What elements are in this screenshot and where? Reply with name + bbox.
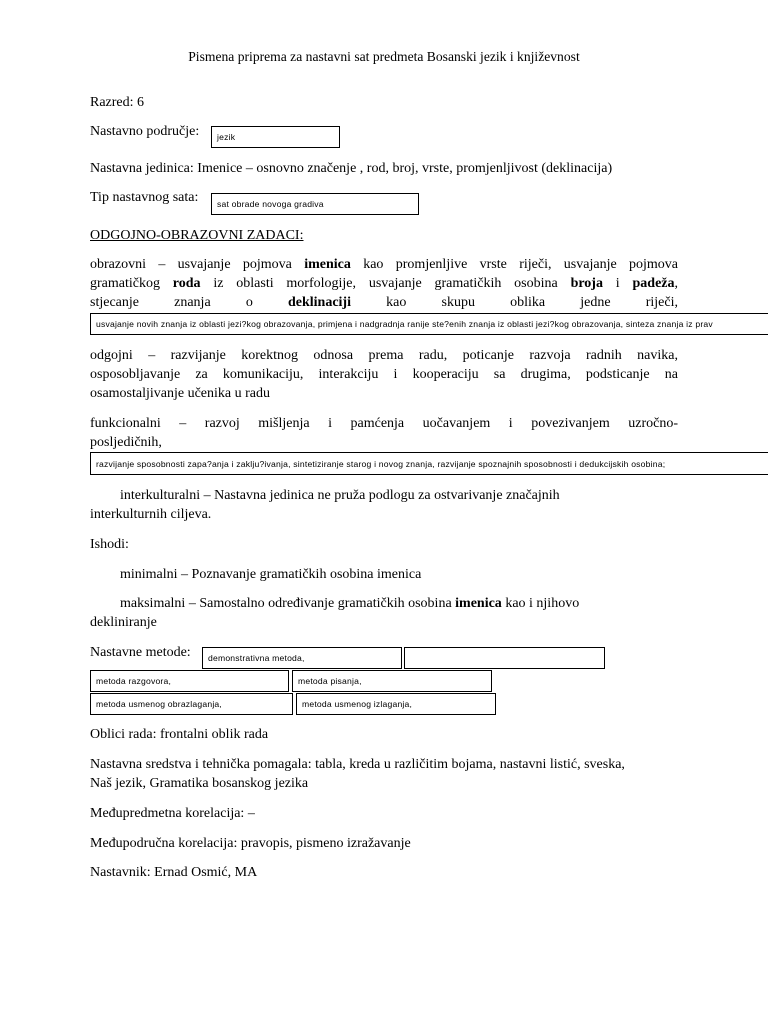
educational-text: kao skupu oblika jedne riječi, <box>350 295 678 310</box>
method-field-5[interactable]: metoda usmenog obrazlaganja, <box>90 693 293 715</box>
maximal-text: kao i njihovo <box>501 596 580 611</box>
method-field-2[interactable] <box>404 647 605 669</box>
term-imenica: imenica <box>455 596 502 611</box>
grade-line: Razred: 6 <box>90 95 145 110</box>
upbringing-line-3: osamostaljivanje učenika u radu <box>90 386 270 401</box>
educational-text: , <box>674 276 678 291</box>
teaching-aids-line-1: Nastavna sredstva i tehnička pomagala: tabla, kreda u različitim bojama, nastavni listić, sveska, <box>90 757 625 772</box>
upbringing-line-2: osposobljavanje za komunikaciju, interakciju i kooperaciju sa drugima, podsticanje na <box>90 367 678 382</box>
term-imenica: imenica <box>304 257 351 272</box>
outcomes-heading: Ishodi: <box>90 537 129 552</box>
maximal-text: maksimalni – Samostalno određivanje gramatičkih osobina <box>120 596 456 611</box>
educational-text: gramatičkog <box>90 276 173 291</box>
educational-text: iz oblasti morfologije, usvajanje gramatičkih osobina <box>200 276 571 291</box>
intercultural-line-2: interkulturnih ciljeva. <box>90 507 212 522</box>
document-title: Pismena priprema za nastavni sat predmeta Bosanski jezik i književnost <box>188 49 580 64</box>
cross-area-correlation: Međupodručna korelacija: pravopis, pismeno izražavanje <box>90 836 411 851</box>
functional-line-1: funkcionalni – razvoj mišljenja i pamćenja uočavanjem i povezivanjem uzročno- <box>90 416 678 431</box>
lesson-type-label: Tip nastavnog sata: <box>90 190 199 205</box>
work-forms-line: Oblici rada: frontalni oblik rada <box>90 727 269 742</box>
educational-objectives-field[interactable]: usvajanje novih znanja iz oblasti jezi?kog obrazovanja, primjena i nadgradnja ranije ste?enih znanja iz oblasti jezi?kog obrazovanja, sinteza znanja iz prav <box>90 313 768 335</box>
educational-text: i <box>602 276 633 291</box>
teacher-line: Nastavnik: Ernad Osmić, MA <box>90 865 258 880</box>
educational-line-2 <box>90 276 678 292</box>
educational-text: obrazovni – usvajanje pojmova <box>90 257 305 272</box>
method-field-1[interactable]: demonstrativna metoda, <box>202 647 402 669</box>
cross-subject-correlation: Međupredmetna korelacija: – <box>90 806 255 821</box>
tasks-heading: ODGOJNO-OBRAZOVNI ZADACI: <box>90 228 304 243</box>
method-field-4[interactable]: metoda pisanja, <box>292 670 492 692</box>
upbringing-line-1: odgojni – razvijanje korektnog odnosa prema radu, poticanje razvoja radnih navika, <box>90 348 678 363</box>
educational-text: kao promjenljive vrste riječi, usvajanje pojmova <box>350 257 679 272</box>
term-roda: roda <box>172 276 201 291</box>
method-field-6[interactable]: metoda usmenog izlaganja, <box>296 693 496 715</box>
minimal-outcome: minimalni – Poznavanje gramatičkih osobina imenica <box>120 567 422 582</box>
intercultural-line-1: interkulturalni – Nastavna jedinica ne pruža podlogu za ostvarivanje značajnih <box>120 488 560 503</box>
methods-label: Nastavne metode: <box>90 645 191 660</box>
method-field-3[interactable]: metoda razgovora, <box>90 670 289 692</box>
maximal-outcome-line-2: dekliniranje <box>90 615 157 630</box>
educational-line-1 <box>90 257 678 273</box>
term-padeza: padeža <box>632 276 675 291</box>
maximal-outcome-line-1 <box>120 596 579 612</box>
teaching-unit-line: Nastavna jedinica: Imenice – osnovno značenje , rod, broj, vrste, promjenljivost (deklinacija) <box>90 161 613 176</box>
functional-objectives-field[interactable]: razvijanje sposobnosti zapa?anja i zaklju?ivanja, sintetiziranje starog i novog znanja, razvijanje spoznajnih sposobnosti i dedukcijskih osobina; <box>90 452 768 475</box>
educational-line-3 <box>90 295 678 311</box>
lesson-type-field[interactable]: sat obrade novoga gradiva <box>211 193 419 215</box>
functional-line-2: posljedičnih, <box>90 435 162 450</box>
term-broja: broja <box>570 276 603 291</box>
term-deklinaciji: deklinaciji <box>287 295 351 310</box>
subject-area-field[interactable]: jezik <box>211 126 340 148</box>
subject-area-label: Nastavno područje: <box>90 124 200 139</box>
educational-text: stjecanje znanja o <box>90 295 288 310</box>
teaching-aids-line-2: Naš jezik, Gramatika bosanskog jezika <box>90 776 309 791</box>
